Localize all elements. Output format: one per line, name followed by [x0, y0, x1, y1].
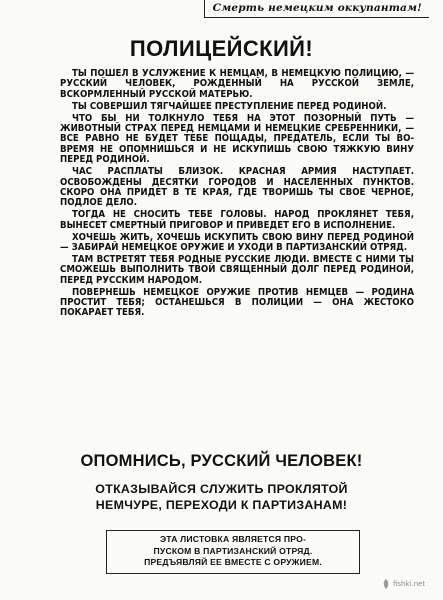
call-headline: ОПОМНИСЬ, РУССКИЙ ЧЕЛОВЕК!: [80, 452, 363, 470]
paragraph-3: ЧТО БЫ НИ ТОЛКНУЛО ТЕБЯ НА ЭТОТ ПОЗОРНЫЙ ПУТЬ — ЖИВОТНЫЙ СТРАХ ПЕРЕД НЕМЦАМИ И НЕМЕЦКИЕ СРЕБРЕННИКИ, — ВСЕ РАВНО НЕ БУДЕТ ТЕБЕ ПОЩАДЫ, ПРЕДАТЕЛЬ, ЕСЛИ ТЫ ВО-ВРЕМЯ НЕ ОПОМНИШЬСЯ И НЕ ИСКУПИШЬ СВОЮ ТЯЖКУЮ ВИНУ ПЕРЕД РОДИНОЙ.: [60, 112, 414, 166]
paragraph-4: ЧАС РАСПЛАТЫ БЛИЗОК. КРАСНАЯ АРМИЯ НАСТУПАЕТ. ОСВОБОЖДЕНЫ ДЕСЯТКИ ГОРОДОВ И НАСЕЛЕННЫХ ПУНКТОВ. СКОРО ОНА ПРИДЕТ В ТЕ КРАЯ, ГДЕ ТВОРИШЬ ТЫ СВОЕ ЧЕРНОЕ, ПОДЛОЕ ДЕЛО.: [60, 166, 414, 209]
pass-notice-line-1: ЭТА ЛИСТОВКА ЯВЛЯЕТСЯ ПРО-: [159, 534, 307, 544]
leaflet-title: ПОЛИЦЕЙСКИЙ!: [129, 36, 314, 61]
paragraph-7: ТАМ ВСТРЕТЯТ ТЕБЯ РОДНЫЕ РУССКИЕ ЛЮДИ. ВМЕСТЕ С НИМИ ТЫ СМОЖЕШЬ ВЫПОЛНИТЬ ТВОЙ СВЯЩЕННЫЙ ДОЛГ ПЕРЕД РОДИНОЙ, ПЕРЕД РУССКИМ НАРОДОМ.: [60, 253, 414, 286]
call-subtext: [40, 481, 403, 513]
paragraph-8: ПОВЕРНЕШЬ НЕМЕЦКОЕ ОРУЖИЕ ПРОТИВ НЕМЦЕВ — РОДИНА ПРОСТИТ ТЕБЯ; ОСТАНЕШЬСЯ В ПОЛИЦИИ — ОНА ЖЕСТОКО ПОКАРАЕТ ТЕБЯ.: [60, 286, 414, 319]
leaflet-body: [60, 69, 414, 320]
call-subtext-line-2: НЕМЧУРЕ, ПЕРЕХОДИ К ПАРТИЗАНАМ!: [95, 498, 348, 512]
paragraph-1: ТЫ ПОШЕЛ В УСЛУЖЕНИЕ К НЕМЦАМ, В НЕМЕЦКУЮ ПОЛИЦИЮ, — РУССКИЙ ЧЕЛОВЕК, РОЖДЕННЫЙ НА РУССКОЙ ЗЕМЛЕ, ВСКОРМЛЕННЫЙ РУССКОЙ МАТЕРЬЮ.: [60, 68, 414, 100]
header-slogan: Смерть немецким оккупантам!: [204, 0, 429, 18]
call-subtext-line-1: ОТКАЗЫВАЙСЯ СЛУЖИТЬ ПРОКЛЯТОЙ: [95, 482, 348, 496]
paragraph-6: ХОЧЕШЬ ЖИТЬ, ХОЧЕШЬ ИСКУПИТЬ СВОЮ ВИНУ ПЕРЕД РОДИНОЙ — ЗАБИРАЙ НЕМЕЦКОЕ ОРУЖИЕ И УХОДИ В ПАРТИЗАНСКИЙ ОТРЯД.: [60, 231, 414, 253]
paragraph-2: ТЫ СОВЕРШИЛ ТЯГЧАЙШЕЕ ПРЕСТУПЛЕНИЕ ПЕРЕД РОДИНОЙ.: [72, 100, 387, 112]
pass-notice-box: [106, 530, 360, 574]
pass-notice-line-2: ПУСКОМ В ПАРТИЗАНСКИЙ ОТРЯД.: [153, 545, 313, 556]
paragraph-5: ТОГДА НЕ СНОСИТЬ ТЕБЕ ГОЛОВЫ. НАРОД ПРОКЛЯНЕТ ТЕБЯ, ВЫНЕСЕТ СМЕРТНЫЙ ПРИГОВОР И ПРИВЕДЕТ ЕГО В ИСПОЛНЕНИЕ.: [60, 209, 414, 231]
pass-notice-line-3: ПРЕДЪЯВЛЯЙ ЕЕ ВМЕСТЕ С ОРУЖИЕМ.: [144, 557, 322, 568]
watermark-fish-icon: [381, 578, 391, 590]
watermark-text: fishki.net: [393, 580, 426, 588]
